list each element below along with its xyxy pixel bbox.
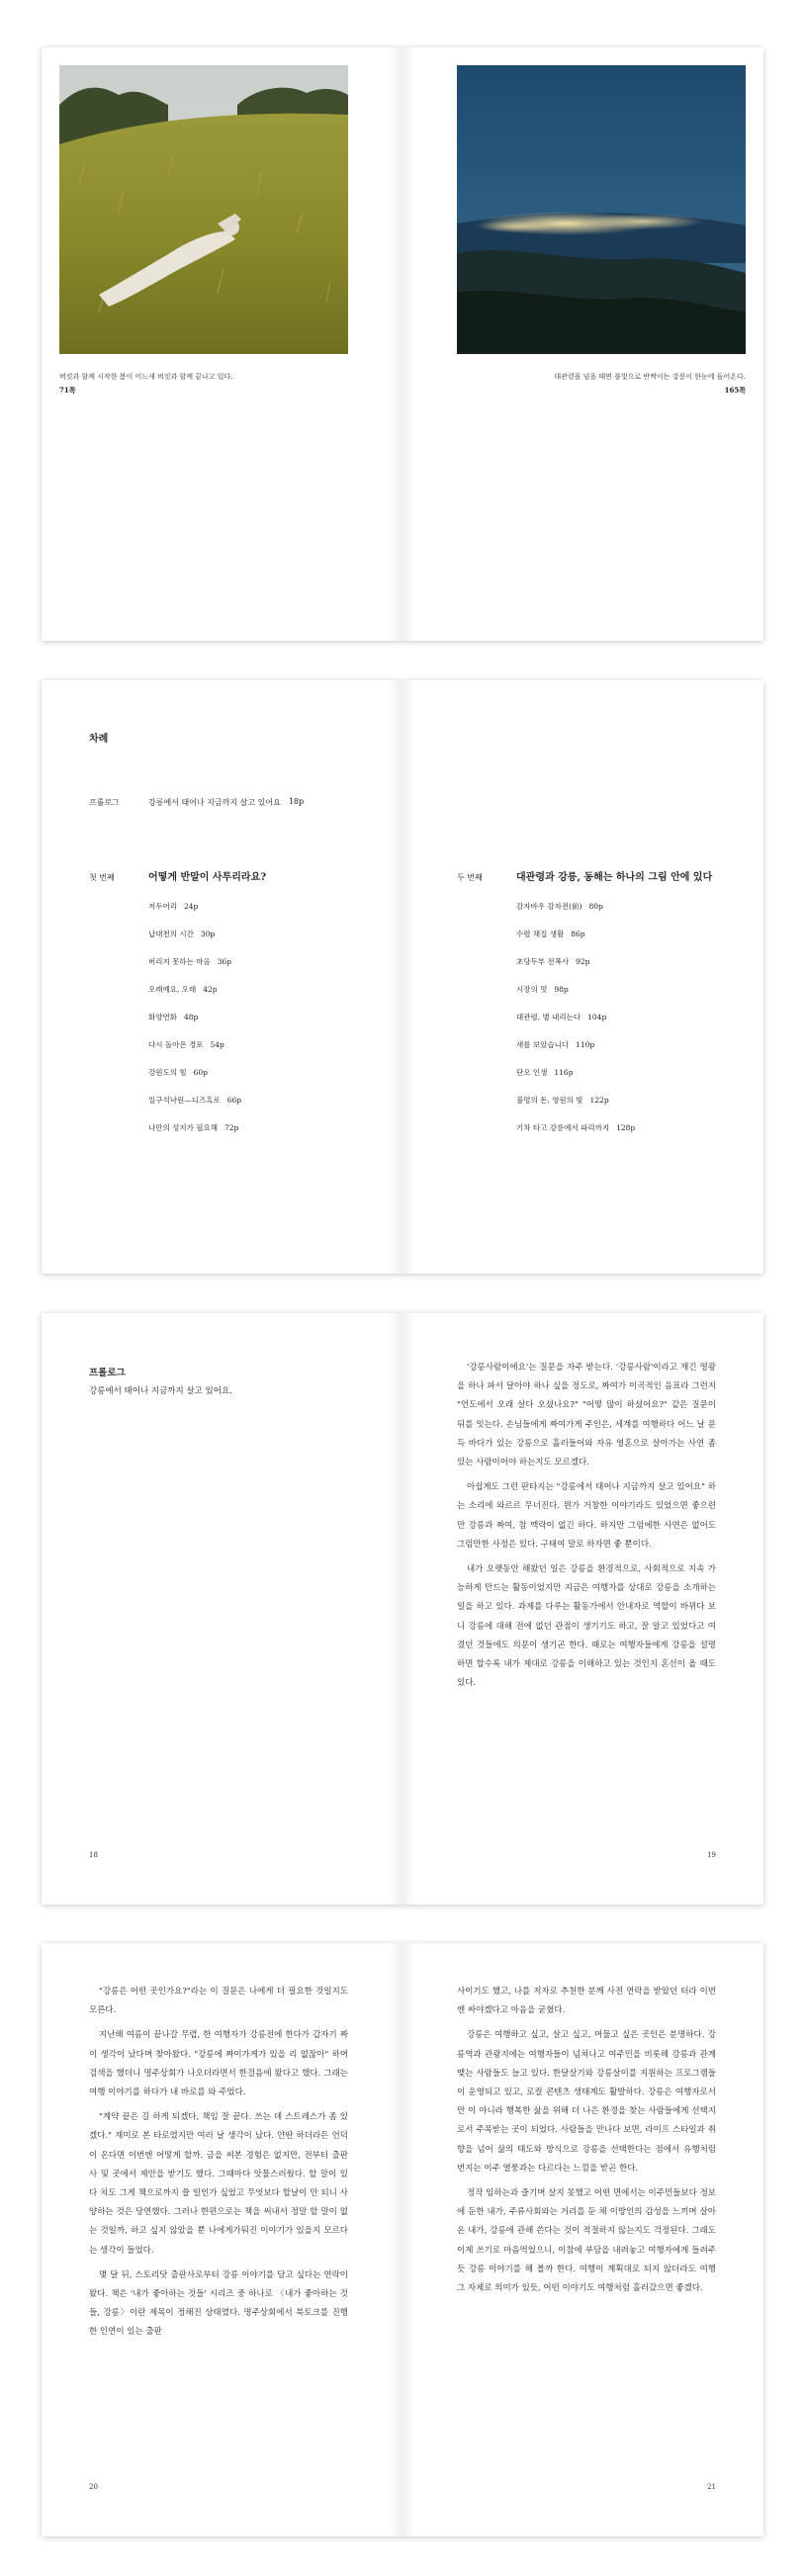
toc-item: 다시 돌아온 경포 54p (148, 1040, 224, 1049)
toc-item: 납대천의 시간 30p (148, 930, 216, 938)
paragraph: 지난해 여름이 끝나갈 무렵, 한 여행자가 강릉전에 한다가 갑자기 짜이 생각이 났다며 찾아왔다. "강릉에 짜이가게가 있을 리 없잖아" 하며 검색을 했더니 명주상회가 나오더라면서 한걸음에 왔다고 했다. 그래는 여행 이야기를 하다가 내 바로를 와 주었다. (89, 2030, 348, 2098)
toc-title: 차례 (89, 734, 109, 745)
city-night-lights-photo (457, 65, 746, 354)
paragraph: 정작 임하는과 즐기며 살지 못했고 어떤 면에서는 이주민들보다 정보에 둔한 내가, 주류사회와는 거리를 둔 채 이방인의 감성을 느끼며 살아온 내가, 강릉에 관해 쓴다는 것이 적절하지 않는지도 걱정된다. 그래도 이제 쓰기로 마음먹었으니, 이참에 부담을 내려놓고 여행자에게 들려주듯 강릉 이야기를 해 볼까 한다. 여행이 계획대로 되지 않더라도 여행 그 자체로 의미가 있듯, 어떤 이야기도 여행처럼 흘러갔으면 좋겠다. (457, 2188, 716, 2294)
chapter-title: 대관령과 강릉, 동해는 하나의 그림 안에 있다 (516, 872, 713, 883)
page-number: 20 (89, 2483, 98, 2491)
toc-prologue-row (89, 797, 304, 808)
right-page (402, 1943, 763, 2536)
left-page (42, 1313, 402, 1905)
page-number: 21 (707, 2483, 716, 2491)
toc-item: 새를 보았습니다 110p (516, 1040, 595, 1049)
toc-item: 강원도의 힘 60p (148, 1068, 208, 1077)
spread-photos (42, 47, 763, 641)
paragraph: 내가 오랫동안 해왔던 일은 강릉을 환경적으로, 사회적으로 지속 가능하게 만드는 활동이었지만 지금은 여행자를 상대로 강릉을 소개하는 일을 하고 있다. 과제를 다루는 활동가에서 안내자로 역할이 바뀌다 보니 강릉에 대해 전에 없던 관점이 생기기도 하고, 잘 알고 있었다고 여겼던 것들에도 의문이 생기곤 한다. 때로는 여행자들에게 강릉을 설명하면 할수록 내가 제대로 강릉을 이해하고 있는 것인지 혼선이 올 때도 있다. (457, 1564, 716, 1689)
left-page (42, 1943, 402, 2536)
paragraph: "계약 끝은 길 하게 되겠다, 책임 잘 끝다. 쓰는 데 스트레스가 좀 있겠다." 재미로 본 타로였지만 여러 날 생각이 났다. 얀딴 하더라든 언덕이 온다면 이번엔 어떻게 할까. 금을 써본 경험은 없지만, 전부터 출판사 및 곳에서 제안을 받기도 했다. 그때마다 앗물스러웠다. 할 말이 있다 치도 그게 책으로까지 쓸 일인가 싶었고 무엇보다 할날이 안 되니 사양하는 것은 당연했다. 그러나 한편으로는 책을 써내서 정말 할 말이 없는 것일까, 하고 싶지 않았을 뿐 나에게가둬진 이야기가 있을지 모르다는 생각이 들었다. (89, 2112, 348, 2256)
toc-prologue-title: 강릉에서 태어나 지금까지 살고 있어요 (148, 798, 281, 807)
left-page (42, 680, 402, 1274)
page-number: 18 (89, 1851, 98, 1859)
toc-item: 버리지 못하는 마음 36p (148, 957, 232, 966)
toc-item: 수렴 채집 생활 86p (516, 930, 585, 938)
toc-chapter-2 (457, 868, 712, 1150)
body-text (457, 1359, 716, 1699)
chapter-number: 첫 번째 (89, 873, 115, 882)
photo-caption: 버킷과 함께 시작한 봄이 어느새 버킷과 함께 끝나고 있다. (59, 373, 233, 381)
right-page (402, 680, 763, 1274)
toc-item: 시장의 멋 98p (516, 985, 569, 994)
toc-item: 감자바우 감자전(前) 80p (516, 902, 603, 911)
toc-item: 나만의 성지가 필요해 72p (148, 1123, 239, 1132)
toc-item: 대관령, 별 내리는다 104p (516, 1013, 607, 1022)
right-page (402, 47, 763, 641)
spread-body-text (42, 1943, 763, 2536)
toc-item: 단오 인생 116p (516, 1068, 574, 1077)
body-text (457, 1983, 716, 2304)
chapter-title: 어떻게 반말이 사투리라요? (148, 872, 267, 883)
body-text (89, 1983, 348, 2349)
caption-page-ref: 71쪽 (59, 386, 76, 395)
paragraph: 강릉은 여행하고 싶고, 살고 싶고, 머물고 싶은 곳인은 분명하다. 강릉역과 관광지에는 여행자들이 넘쳐나고 여주민을 비롯해 강릉과 관계 맺는 사람들도 늘고 있다. 한달살기와 강릉살이를 지원하는 프로그램들이 운영되고 있고, 로컬 콘텐츠 생태계도 활발하다. 강릉은 여행자로서만 이 아니라 행복한 삶을 위해 더 나은 환경을 찾는 사람들에게 선택지로서 주목받는 곳이 되었다. 사람들을 만나다 보면, 라이프 스타일과 취향을 넘어 삶의 태도와 방식으로 강릉을 선택한다는 점에서 유행처럼 번지는 이주 열풍과는 다르다는 느낌을 받곤 한다. (457, 2030, 716, 2174)
page-number: 19 (707, 1851, 716, 1859)
toc-item: 초당두부 전폭사 92p (516, 957, 590, 966)
prologue-title: 프롤로그 (89, 1368, 126, 1378)
photo-caption: 대관령을 넘을 때면 불빛으로 반짝이는 강릉이 한눈에 들어온다. (554, 373, 746, 381)
toc-chapter-1 (89, 868, 266, 1150)
toc-item: 기차 타고 강릉에서 파리까지 128p (516, 1123, 636, 1132)
prologue-subtitle: 강릉에서 태어나 지금까지 살고 있어요. (89, 1386, 232, 1396)
toc-prologue-label: 프롤로그 (89, 798, 120, 807)
paragraph: 사이기도 했고, 나를 저자로 추천한 분께 사전 연락을 받았던 터라 이번엔 싸야겠다고 마음을 굳혔다. (457, 1987, 716, 2016)
toc-prologue-page: 18p (288, 797, 305, 806)
toc-item: 불멍의 돈, 영원의 빛 122p (516, 1096, 609, 1105)
toc-item: 화양연화 48p (148, 1013, 199, 1022)
chapter-number: 두 번째 (457, 873, 483, 882)
spread-prologue (42, 1313, 763, 1905)
paragraph: 몇 달 뒤, 스토리닷 출판사로부터 강릉 이야기를 담고 싶다는 연락이 왔다. 책은 '내가 좋아하는 것들' 시리즈 중 하나로 〈내가 좋아하는 것들, 강릉〉이란 제목이 정해진 상태였다. 명주상회에서 북토크를 진행한 인연이 있는 출판 (89, 2269, 348, 2338)
toc-item: 오래예요, 오래 42p (148, 985, 218, 994)
toc-item: 일구석낙원—디즈흑로 66p (148, 1096, 242, 1105)
paragraph: 아쉽게도 그런 판타지는 "강릉에서 태어나 지금까지 살고 있어요" 하는 소리에 와르르 무너진다. 뭔가 거창한 이야기라도 있었으면 좋으련만 강릉과 짜여, 참 맥락이 없긴 하다. 하지만 그럼에한 사연은 없어도 그럼만한 사정은 있다. 구태여 말로 하자면 좋 뿐이다. (457, 1482, 716, 1550)
left-page (42, 47, 402, 641)
paragraph: "강릉은 어떤 곳인가요?"라는 이 질문은 나에게 더 필요한 것일지도 모른다. (89, 1987, 348, 2016)
right-page (402, 1313, 763, 1905)
spread-table-of-contents (42, 680, 763, 1274)
grass-field-photo (59, 65, 348, 354)
paragraph: '강릉사람이에요'는 질문을 자주 받는다. '강릉사람'이라고 재긴 영광을 하나 파서 달아야 하나 싶을 정도로, 짜여가 이곡적인 음표라 그런지 "언도에서 오래 살다 오셨나요?" "어떻 많이 하셨어요?" 같은 질문이 뒤를 잇는다. 손님들에게 짜여가게 주인은, 세계를 여행하다 어느 날 문득 바다가 있는 강릉으로 흘러들어와 자유 영혼으로 살아가는 사연 좀 있는 사람이어야 하는지도 모르겠다. (457, 1363, 716, 1468)
toc-item: 저두어리 24p (148, 902, 199, 911)
caption-page-ref: 165쪽 (724, 386, 746, 395)
